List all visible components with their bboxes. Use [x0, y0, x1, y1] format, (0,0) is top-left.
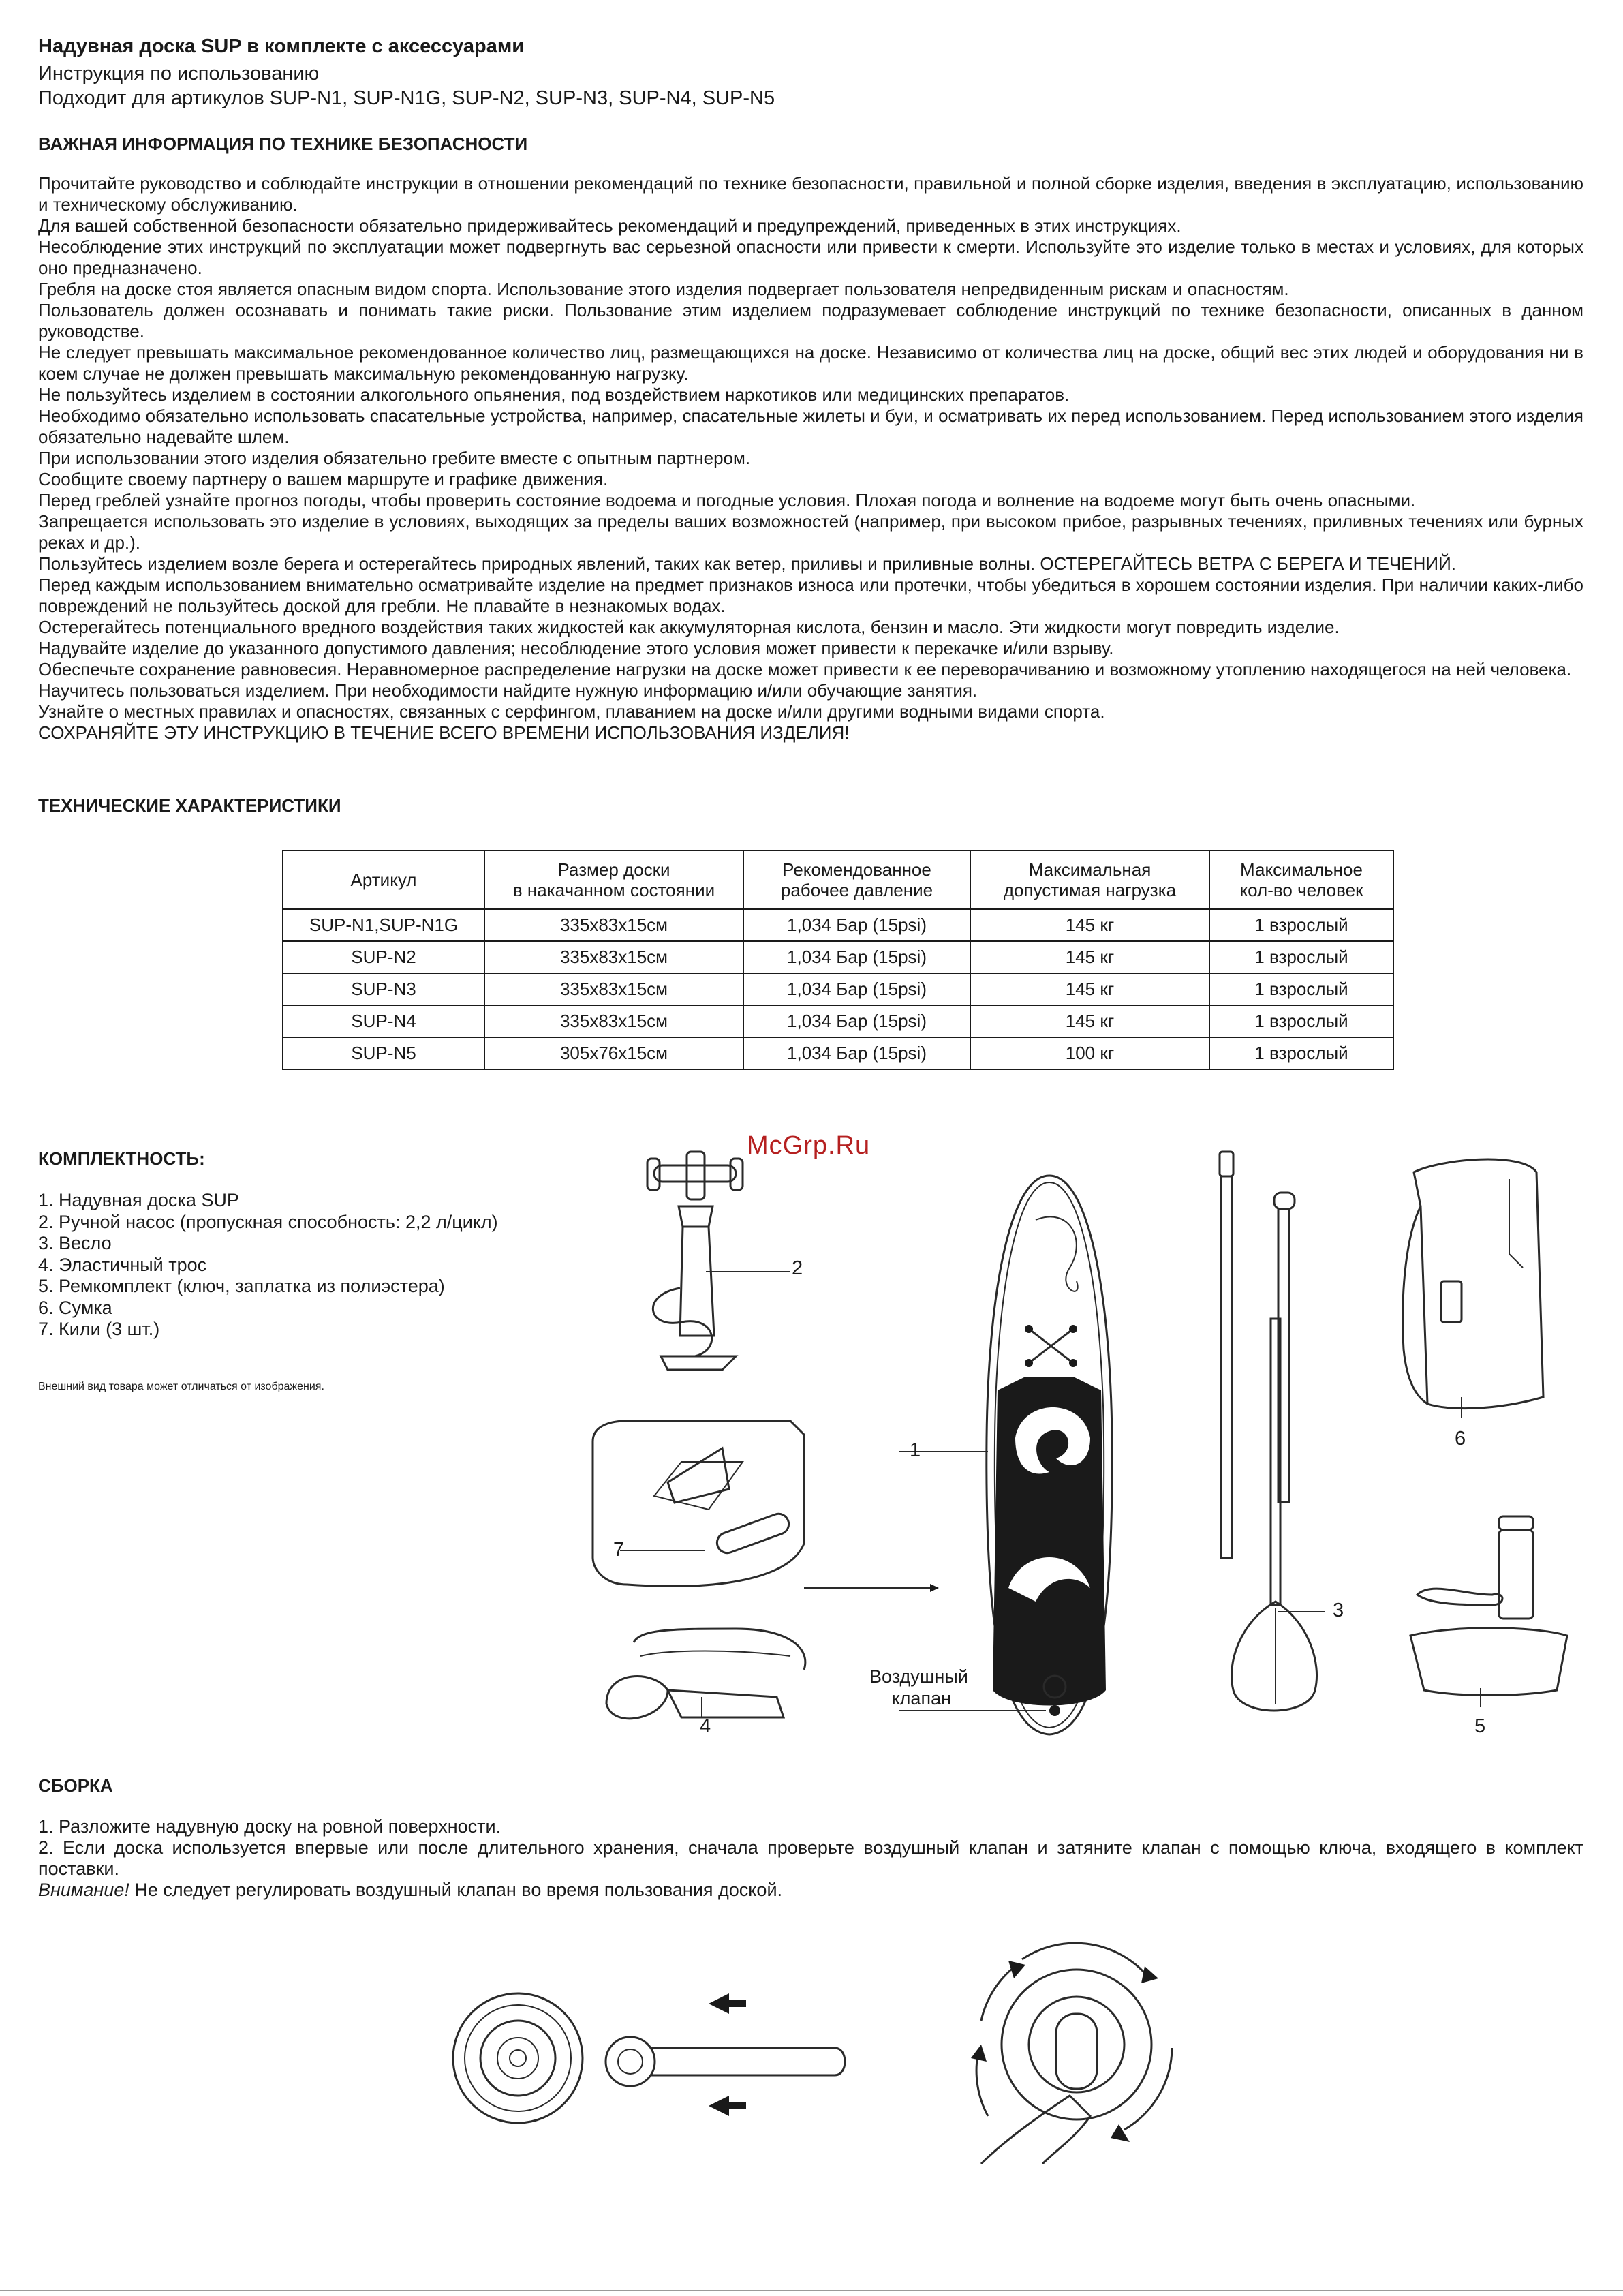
specs-column-header	[743, 851, 970, 909]
list-item: 1. Надувная доска SUP	[38, 1190, 239, 1210]
specs-column-header	[283, 851, 484, 909]
specs-column-header	[484, 851, 743, 909]
table-cell: SUP-N1,SUP-N1G	[283, 909, 484, 941]
safety-paragraph: Не пользуйтесь изделием в состоянии алкогольного опьянения, под воздействием наркотиков или медицинских препаратов.	[38, 384, 1070, 405]
table-row	[283, 909, 1393, 941]
header-line: в накачанном состоянии	[512, 880, 715, 900]
appearance-note: Внешний вид товара может отличаться от изображения.	[38, 1381, 324, 1392]
specs-column-header	[970, 851, 1209, 909]
safety-text	[38, 173, 1583, 744]
bag-illustration	[1387, 1152, 1550, 1445]
table-cell: 1,034 Бар (15psi)	[743, 1037, 970, 1069]
header-line: Максимальная	[1028, 859, 1151, 880]
safety-paragraph: Узнайте о местных правилах и опасностях, связанных с серфингом, плаванием на доске и/или другими водными видами спорта.	[38, 701, 1105, 722]
callout-2: 2	[792, 1257, 803, 1279]
list-item: 5. Ремкомплект (ключ, заплатка из полиэстера)	[38, 1276, 445, 1296]
safety-paragraph: Пользователь должен осознавать и понимать такие риски. Пользование этим изделием подразумевает соблюдение инструкций по технике безопасности, описанных в данном руководстве.	[38, 300, 1583, 341]
kit-list	[38, 1190, 498, 1341]
callout-4: 4	[700, 1715, 711, 1737]
table-cell: 100 кг	[970, 1037, 1209, 1069]
header-line: Максимальное	[1240, 859, 1363, 880]
watermark: McGrp.Ru	[747, 1131, 871, 1160]
header-line: Размер доски	[557, 859, 670, 880]
valve-wrench-illustration	[446, 1973, 855, 2150]
table-cell: 1 взрослый	[1209, 941, 1393, 973]
assembly-text	[38, 1816, 1583, 1901]
repair-kit-illustration	[1410, 1510, 1574, 1721]
safety-paragraph: Несоблюдение этих инструкций по эксплуатации может подвергнуть вас серьезной опасности или привести к смерти. Используйте это изделие только в местах и условиях, для которых оно предназначено.	[38, 236, 1583, 278]
table-cell: 1,034 Бар (15psi)	[743, 941, 970, 973]
document-subtitle: Инструкция по использованию	[38, 63, 320, 85]
safety-paragraph: Обеспечьте сохранение равновесия. Неравномерное распределение нагрузки на доске может привести к ее переворачиванию и возможному утоплению находящегося на ней человека.	[38, 659, 1572, 679]
table-cell: 1 взрослый	[1209, 909, 1393, 941]
safety-paragraph: Остерегайтесь потенциального вредного воздействия таких жидкостей как аккумуляторная кислота, бензин и масло. Эти жидкости могут повредить изделие.	[38, 617, 1340, 637]
safety-paragraph: Научитесь пользоваться изделием. При необходимости найдите нужную информацию и/или обучающие занятия.	[38, 680, 978, 701]
table-cell: 1 взрослый	[1209, 1037, 1393, 1069]
document-title: Надувная доска SUP в комплекте с аксессуарами	[38, 35, 525, 57]
list-item: 4. Эластичный трос	[38, 1254, 207, 1275]
callout-6: 6	[1455, 1428, 1466, 1450]
safety-heading: ВАЖНАЯ ИНФОРМАЦИЯ ПО ТЕХНИКЕ БЕЗОПАСНОСТИ	[38, 134, 528, 154]
specs-column-header	[1209, 851, 1393, 909]
table-cell: 1,034 Бар (15psi)	[743, 1005, 970, 1037]
table-cell: 145 кг	[970, 941, 1209, 973]
list-item: 6. Сумка	[38, 1297, 112, 1318]
table-cell: 335x83x15см	[484, 973, 743, 1005]
models-line: Подходит для артикулов SUP-N1, SUP-N1G, SUP-N2, SUP-N3, SUP-N4, SUP-N5	[38, 87, 775, 109]
specs-header-row	[283, 851, 1393, 909]
valve-tightening-illustration	[940, 1946, 1199, 2171]
sup-board-illustration	[906, 1165, 1179, 1745]
header-line: Рекомендованное	[782, 859, 931, 880]
callout-7: 7	[613, 1539, 625, 1561]
safety-paragraph: Перед греблей узнайте прогноз погоды, чтобы проверить состояние водоема и погодные условия. Плохая погода и волнение на водоеме могут быть очень опасными.	[38, 490, 1416, 510]
leash-illustration	[600, 1615, 859, 1731]
header-line: допустимая нагрузка	[1003, 880, 1177, 900]
safety-paragraph: Запрещается использовать это изделие в условиях, выходящих за пределы ваших возможностей (например, при высоком прибое, разрывных течениях, приливных течениях или бурных реках и др.).	[38, 511, 1583, 553]
paddle-illustration	[1213, 1145, 1376, 1731]
safety-paragraph: Необходимо обязательно использовать спасательные устройства, например, спасательные жилеты и буи, и осматривать их перед использованием. Перед использованием этого изделия обязательно надевайте шлем.	[38, 405, 1583, 447]
safety-paragraph: Перед каждым использованием внимательно осматривайте изделие на предмет признаков износа или протечки, чтобы убедиться в хорошем состоянии изделия. При наличии каких-либо повреждений не пользуйтесь доской для гребли. Не плавайте в незнакомых водах.	[38, 575, 1583, 616]
table-cell: 1 взрослый	[1209, 1005, 1393, 1037]
table-cell: 1,034 Бар (15psi)	[743, 909, 970, 941]
header-line: кол-во человек	[1239, 880, 1363, 900]
header-line: рабочее давление	[780, 880, 933, 900]
safety-paragraph: Пользуйтесь изделием возле берега и остерегайтесь природных явлений, таких как ветер, приливы и приливные волны. ОСТЕРЕГАЙТЕСЬ ВЕТРА С БЕРЕГА И ТЕЧЕНИЙ.	[38, 553, 1457, 574]
table-row	[283, 973, 1393, 1005]
kit-heading: КОМПЛЕКТНОСТЬ:	[38, 1148, 205, 1169]
safety-paragraph: Гребля на доске стоя является опасным видом спорта. Использование этого изделия подвергает пользователя непредвиденным рискам и опасностям.	[38, 279, 1289, 299]
valve-label-1: Воздушный	[869, 1666, 968, 1687]
table-cell: SUP-N2	[283, 941, 484, 973]
warning-label: Внимание!	[38, 1880, 129, 1900]
table-cell: 335x83x15см	[484, 941, 743, 973]
safety-paragraph: СОХРАНЯЙТЕ ЭТУ ИНСТРУКЦИЮ В ТЕЧЕНИЕ ВСЕГО ВРЕМЕНИ ИСПОЛЬЗОВАНИЯ ИЗДЕЛИЯ!	[38, 722, 850, 743]
assembly-warning	[38, 1880, 1583, 1901]
table-cell: 305x76x15см	[484, 1037, 743, 1069]
table-cell: 145 кг	[970, 973, 1209, 1005]
list-item: 2. Ручной насос (пропускная способность: 2,2 л/цикл)	[38, 1211, 498, 1232]
table-cell: 335x83x15см	[484, 909, 743, 941]
table-cell: SUP-N3	[283, 973, 484, 1005]
table-row	[283, 1037, 1393, 1069]
warning-text: Не следует регулировать воздушный клапан во время пользования доской.	[129, 1880, 783, 1900]
table-cell: 335x83x15см	[484, 1005, 743, 1037]
table-cell: 145 кг	[970, 1005, 1209, 1037]
fins-illustration	[586, 1421, 940, 1591]
safety-paragraph: Для вашей собственной безопасности обязательно придерживайтесь рекомендаций и предупреждений, приведенных в этих инструкциях.	[38, 215, 1181, 236]
assembly-heading: СБОРКА	[38, 1775, 113, 1796]
valve-label-2: клапан	[891, 1688, 951, 1709]
specs-table	[282, 850, 1394, 1070]
table-cell: SUP-N4	[283, 1005, 484, 1037]
header-line: Артикул	[350, 870, 417, 890]
table-cell: 1 взрослый	[1209, 973, 1393, 1005]
safety-paragraph: Прочитайте руководство и соблюдайте инструкции в отношении рекомендаций по технике безопасности, правильной и полной сборке изделия, введения в эксплуатацию, использованию и техническому обслуживанию.	[38, 173, 1583, 215]
callout-1: 1	[910, 1439, 921, 1461]
table-row	[283, 941, 1393, 973]
safety-paragraph: Сообщите своему партнеру о вашем маршруте и графике движения.	[38, 469, 608, 489]
callout-3: 3	[1333, 1599, 1344, 1621]
safety-paragraph: Не следует превышать максимальное рекомендованное количество лиц, размещающихся на доске. Независимо от количества лиц на доске, общий вес этих людей и оборудования ни в коем случае не должен превышать максимальную рекомендованную нагрузку.	[38, 342, 1583, 384]
pump-illustration	[640, 1152, 818, 1377]
table-row	[283, 1005, 1393, 1037]
callout-5: 5	[1474, 1715, 1486, 1737]
safety-paragraph: При использовании этого изделия обязательно гребите вместе с опытным партнером.	[38, 448, 751, 468]
list-item: 3. Весло	[38, 1233, 112, 1253]
table-cell: SUP-N5	[283, 1037, 484, 1069]
assembly-step-2: 2. Если доска используется впервые или после длительного хранения, сначала проверьте воздушный клапан и затяните клапан с помощью ключа, входящего в комплект поставки.	[38, 1837, 1583, 1879]
bottom-rule	[0, 2290, 1623, 2291]
list-item: 7. Кили (3 шт.)	[38, 1319, 160, 1339]
table-cell: 145 кг	[970, 909, 1209, 941]
safety-paragraph: Надувайте изделие до указанного допустимого давления; несоблюдение этого условия может привести к перекачке и/или взрыву.	[38, 638, 1114, 658]
specs-body	[283, 909, 1393, 1069]
assembly-step-1: 1. Разложите надувную доску на ровной поверхности.	[38, 1816, 501, 1837]
specs-heading: ТЕХНИЧЕСКИЕ ХАРАКТЕРИСТИКИ	[38, 795, 341, 816]
table-cell: 1,034 Бар (15psi)	[743, 973, 970, 1005]
